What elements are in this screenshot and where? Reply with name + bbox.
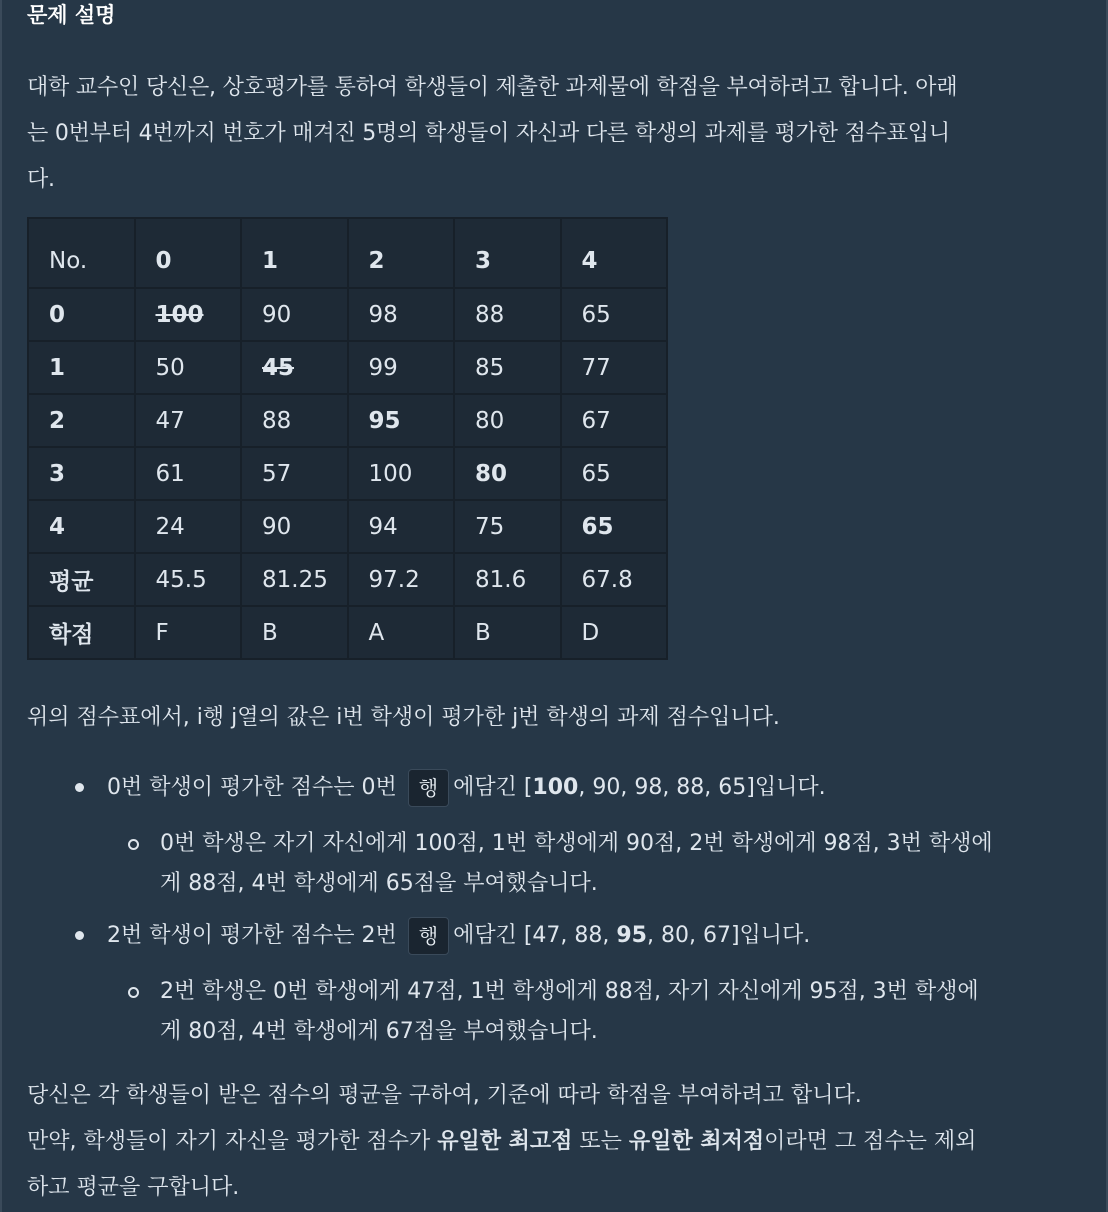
- table-cell: 88: [241, 394, 348, 447]
- closing-paragraph: [27, 1073, 1087, 1211]
- header-cell: 0: [135, 218, 242, 288]
- table-header-row: [28, 218, 667, 288]
- header-cell: 1: [241, 218, 348, 288]
- closing-line: [27, 1119, 1087, 1165]
- table-row: [28, 447, 667, 500]
- bullet-text: 0번 학생이 평가한 점수는 0번: [107, 775, 397, 800]
- header-cell: 2: [348, 218, 455, 288]
- intro-line: 다.: [27, 167, 55, 192]
- bold-value: 95: [616, 923, 647, 948]
- table-cell: 90: [241, 500, 348, 553]
- bullet-dot-icon: [75, 931, 84, 940]
- row-label: 3: [28, 447, 135, 500]
- table-cell: 100: [348, 447, 455, 500]
- table-cell: 94: [348, 500, 455, 553]
- table-cell: 65: [561, 447, 668, 500]
- table-cell: 88: [454, 288, 561, 341]
- sub-line: 게 80점, 4번 학생에게 67점을 부여했습니다.: [160, 1019, 598, 1044]
- row-label: 평균: [28, 553, 135, 606]
- bold-value: 100: [532, 775, 579, 800]
- table-cell: B: [241, 606, 348, 659]
- left-border: [0, 0, 2, 1212]
- bullet-text: , 90, 98, 88, 65]입니다.: [578, 775, 826, 800]
- inline-code: 행: [408, 917, 449, 955]
- table-cell: 99: [348, 341, 455, 394]
- average-row: [28, 553, 667, 606]
- table-cell: 47: [135, 394, 242, 447]
- circle-bullet-icon: [128, 839, 139, 850]
- table-cell: 77: [561, 341, 668, 394]
- self-score-cell: 45: [241, 341, 348, 394]
- bullet-text: 에담긴 [47, 88,: [453, 923, 617, 948]
- section-title: 문제 설명: [27, 3, 116, 27]
- header-cell: No.: [28, 218, 135, 288]
- bullet-text: 2번 학생이 평가한 점수는 2번: [107, 923, 397, 948]
- closing-text: 또는: [572, 1129, 629, 1154]
- sub-list-item: [27, 824, 1080, 904]
- table-row: [28, 341, 667, 394]
- intro-line: 는 0번부터 4번까지 번호가 매겨진 5명의 학생들이 자신과 다른 학생의 과제를 평가한 점수표입니: [27, 121, 950, 146]
- row-label: 2: [28, 394, 135, 447]
- sub-line: 게 88점, 4번 학생에게 65점을 부여했습니다.: [160, 871, 598, 896]
- intro-paragraph: [27, 65, 1087, 203]
- closing-line: 당신은 각 학생들이 받은 점수의 평균을 구하여, 기준에 따라 학점을 부여하려고 합니다.: [27, 1083, 862, 1108]
- score-table: [27, 217, 668, 660]
- table-cell: 98: [348, 288, 455, 341]
- table-cell: 67.8: [561, 553, 668, 606]
- table-cell: 67: [561, 394, 668, 447]
- table-cell: A: [348, 606, 455, 659]
- table-row: [28, 288, 667, 341]
- intro-line: 대학 교수인 당신은, 상호평가를 통하여 학생들이 제출한 과제물에 학점을 부여하려고 합니다. 아래: [27, 75, 958, 100]
- sub-list-item: [27, 972, 1080, 1052]
- explain-paragraph: 위의 점수표에서, i행 j열의 값은 i번 학생이 평가한 j번 학생의 과제 점수입니다.: [27, 705, 780, 730]
- bullet-text: , 80, 67]입니다.: [647, 923, 811, 948]
- header-cell: 3: [454, 218, 561, 288]
- table-row: [28, 394, 667, 447]
- table-cell: 97.2: [348, 553, 455, 606]
- closing-text: 만약, 학생들이 자기 자신을 평가한 점수가: [27, 1129, 438, 1154]
- row-label: 1: [28, 341, 135, 394]
- bold-text: 유일한 최고점: [437, 1129, 573, 1154]
- problem-description: [27, 0, 1087, 1200]
- inline-code: 행: [408, 769, 449, 807]
- bullet-text: 에담긴 [: [453, 775, 533, 800]
- table-cell: 80: [454, 394, 561, 447]
- list-item: [27, 916, 1087, 956]
- closing-line: 하고 평균을 구합니다.: [27, 1175, 240, 1200]
- table-cell: D: [561, 606, 668, 659]
- grade-row: [28, 606, 667, 659]
- closing-text: 이라면 그 점수는 제외: [764, 1129, 977, 1154]
- sub-line: 2번 학생은 0번 학생에게 47점, 1번 학생에게 88점, 자기 자신에게 95점, 3번 학생에: [160, 979, 979, 1004]
- table-cell: F: [135, 606, 242, 659]
- list-item: [27, 768, 1087, 808]
- self-score-cell: 100: [135, 288, 242, 341]
- explanation-section: [27, 698, 1087, 1052]
- table-cell: 61: [135, 447, 242, 500]
- table-row: [28, 500, 667, 553]
- row-label: 4: [28, 500, 135, 553]
- table-cell: 90: [241, 288, 348, 341]
- table-cell: 65: [561, 288, 668, 341]
- row-label: 학점: [28, 606, 135, 659]
- self-score-cell: 95: [348, 394, 455, 447]
- sub-line: 0번 학생은 자기 자신에게 100점, 1번 학생에게 90점, 2번 학생에게 98점, 3번 학생에: [160, 831, 993, 856]
- table-cell: 24: [135, 500, 242, 553]
- self-score-cell: 80: [454, 447, 561, 500]
- self-score-cell: 65: [561, 500, 668, 553]
- table-cell: 45.5: [135, 553, 242, 606]
- row-label: 0: [28, 288, 135, 341]
- table-cell: 81.6: [454, 553, 561, 606]
- table-cell: B: [454, 606, 561, 659]
- header-cell: 4: [561, 218, 668, 288]
- table-cell: 75: [454, 500, 561, 553]
- table-cell: 50: [135, 341, 242, 394]
- bullet-dot-icon: [75, 783, 84, 792]
- circle-bullet-icon: [128, 987, 139, 998]
- bold-text: 유일한 최저점: [628, 1129, 765, 1154]
- table-cell: 81.25: [241, 553, 348, 606]
- table-cell: 85: [454, 341, 561, 394]
- table-cell: 57: [241, 447, 348, 500]
